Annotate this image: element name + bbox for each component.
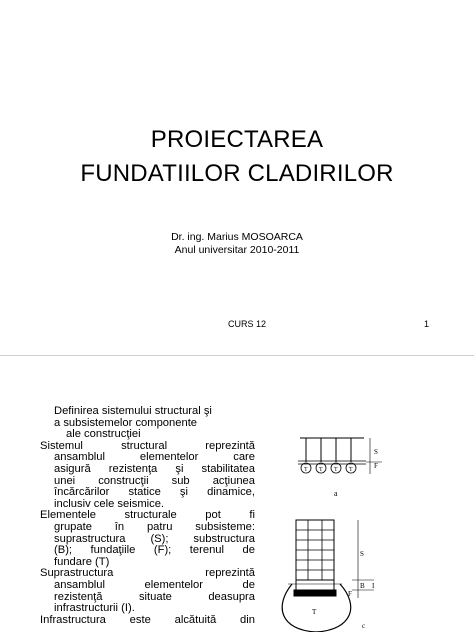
label-f2: F xyxy=(348,590,352,598)
paragraph-line: a subsistemelor componente xyxy=(54,416,198,429)
label-f: F xyxy=(374,462,378,470)
paragraph-line: încărcărilor statice şi dinamice, xyxy=(54,486,255,499)
slide-title-line1: PROIECTAREA xyxy=(150,126,324,153)
label-t2: T xyxy=(312,608,317,616)
course-label: CURS 12 xyxy=(228,319,267,329)
paragraph-line: Sistemul structural reprezintă xyxy=(40,439,255,452)
paragraph-line: ansamblul elementelor care xyxy=(54,451,255,464)
paragraph-line: Definirea sistemului structural şi xyxy=(54,405,212,417)
label-b: B xyxy=(360,582,365,590)
slide-text-column xyxy=(40,406,255,626)
paragraph-line: Elementele structurale pot fi xyxy=(40,509,255,522)
paragraph-line: fundare (T) xyxy=(54,555,110,568)
svg-text:T: T xyxy=(349,467,353,473)
slide-title-line2: FUNDATIILOR CLADIRILOR xyxy=(80,160,394,187)
label-s2: S xyxy=(360,550,364,558)
label-s: S xyxy=(374,448,378,456)
figure-c xyxy=(282,520,375,632)
label-a: a xyxy=(334,489,338,498)
paragraph-line: ansamblul elementelor de xyxy=(54,578,255,591)
paragraph-line: rezistenţă situate deasupra xyxy=(54,590,255,603)
paragraph-line: inclusiv cele seismice. xyxy=(54,497,165,510)
label-c: c xyxy=(362,622,366,630)
label-i: I xyxy=(372,582,375,590)
paragraph-definition xyxy=(40,406,255,441)
structure-diagram xyxy=(280,416,400,632)
author-name: Dr. ing. Marius MOSOARCA xyxy=(171,231,303,243)
paragraph-line: ale construcţiei xyxy=(66,428,141,441)
paragraph-line: unei construcţii sub acţiunea xyxy=(54,474,255,487)
svg-text:T: T xyxy=(319,467,323,473)
svg-text:T: T xyxy=(304,467,308,473)
paragraph-line: infrastructurii (I). xyxy=(54,602,135,615)
paragraph-infrastructure xyxy=(40,615,255,627)
paragraph-superstructure xyxy=(40,568,255,614)
content-slide xyxy=(0,356,474,632)
paragraph-line: suprastructura (S); substructura xyxy=(54,532,255,545)
figure-a xyxy=(298,438,382,498)
svg-text:T: T xyxy=(334,467,338,473)
paragraph-line: asigură rezistenţa şi stabilitatea xyxy=(54,462,255,475)
paragraph-line: Suprastructura reprezintă xyxy=(40,567,255,580)
paragraph-structural-elements xyxy=(40,510,255,568)
page-number: 1 xyxy=(424,319,430,329)
academic-year: Anul universitar 2010-2011 xyxy=(174,244,300,256)
paragraph-line: (B); fundaţiile (F); terenul de xyxy=(54,544,255,557)
paragraph-line: Infrastructura este alcătuită din xyxy=(40,613,255,626)
paragraph-line: grupate în patru subsisteme: xyxy=(54,520,255,533)
paragraph-structural-system xyxy=(40,441,255,511)
